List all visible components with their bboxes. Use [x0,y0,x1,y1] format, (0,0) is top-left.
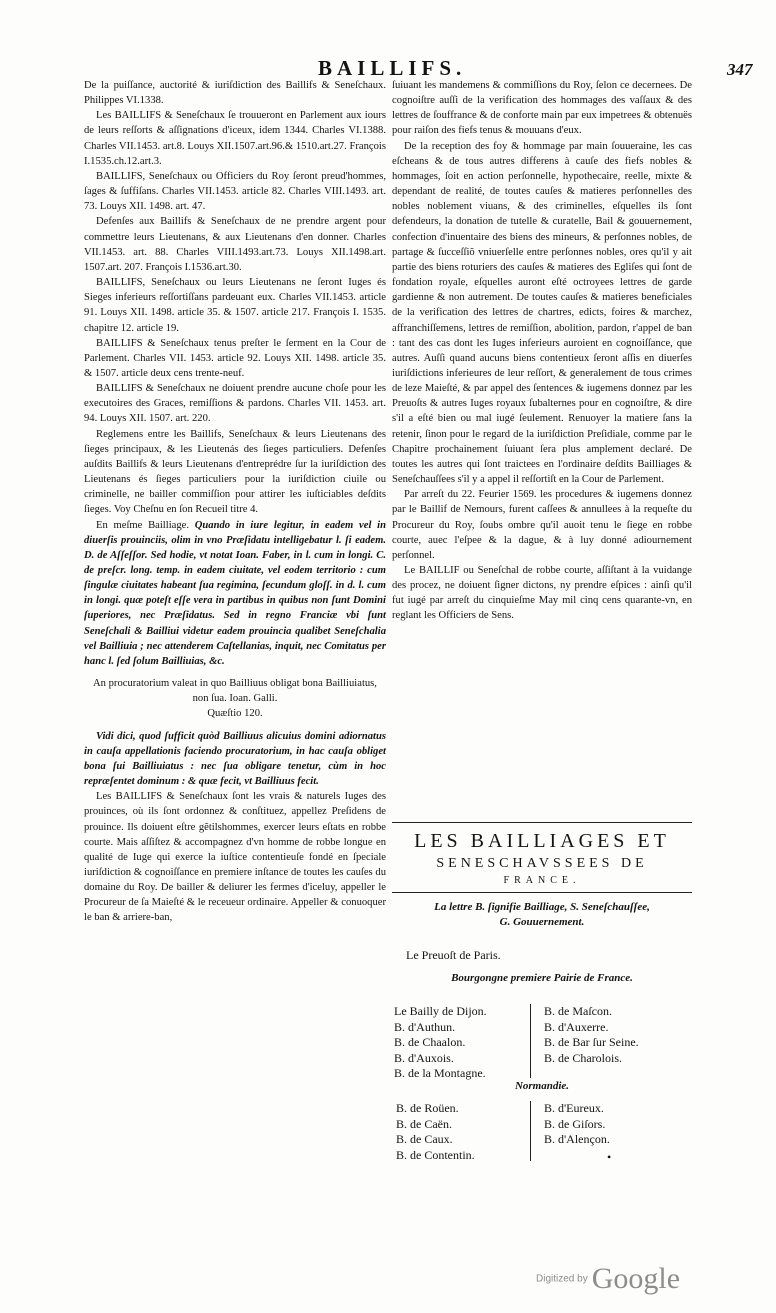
list-item: B. de Maſcon. [544,1004,612,1018]
brace-divider [530,1101,531,1161]
normandie-left-list [396,1101,475,1163]
paragraph: BAILLIFS & Seneſchaux tenus preſter le ſerment en la Cour de Parlement. Charles VII. 1453. article 92. Louys XII. 1498. article 35. & 1507. article deux cens trente-neuf. [84,337,386,379]
section-title-line3: FRANCE. [503,875,581,886]
section-title-line2: SENESCHAVSSEES DE [436,856,648,871]
running-title: BAILLIFS. [318,56,467,80]
list-item: B. de Roüen. [396,1101,459,1115]
paragraph: BAILLIFS, Seneſchaux ou leurs Lieutenans ne ſeront Iuges és Sieges inferieurs reſſortiſſans pardeuant eux. Charles VII.1453. article 91. Louys XII. 1498. article 35. & 1507. article 217. François I. 1535. chapitre 12. article 19. [84,277,386,334]
list-item: B. d'Auxois. [394,1050,454,1065]
paragraph: ſuiuant les mandemens & commiſſions du Roy, ſelon ce decernees. De cognoiſtre auſſi de la verification des hommages des vaſſaux & des lettres de ſouffrance & de conforte main par eux impetrees & obtenuës pour raiſon des fiefs tenus & mouuans d'eux. [392,80,692,137]
right-column [392,78,692,624]
list-item: B. de Bar ſur Seine. [544,1035,639,1050]
abbreviation-legend [392,900,692,930]
list-item: B. de Caën. [396,1116,452,1131]
paragraph: Les BAILLIFS & Seneſchaux ſe trouueront en Parlement aux iours de leurs reſſorts & aſſignations d'iceux, idem 1344. Charles VI.1388. Charles VII.1453. art.8. Louys XII.1507.art.96.& 1510.art.27. François I.1535.ch.12.art.3. [84,110,386,167]
paragraph: BAILLIFS & Seneſchaux ne doiuent prendre aucune choſe pour les executoires des Graces, remiſſions & pardons. Charles VII. 1453. art. 94. Louys XII. 1507. art. 220. [84,383,386,425]
paragraph: BAILLIFS, Seneſchaux ou Officiers du Roy ſeront preud'hommes, ſages & ſuffiſans. Charles VII.1453. article 82. Charles VIII.1493. art. 73. Louys XII. 1498. art. 47. [84,170,386,213]
section-title-line1: LES BAILLIAGES ET [414,830,670,852]
legend-line: G. Gouuernement. [499,916,585,928]
bourgongne-heading: Bourgongne premiere Pairie de France. [451,972,633,984]
list-item: B. de Contentin. [396,1147,475,1162]
list-item: B. d'Authun. [394,1019,456,1034]
latin-passage [84,518,386,670]
question-number: Quæſtio 120. [207,708,263,720]
latin-text: Quando in iure legitur, in eadem vel in diuerſis prouinciis, olim in vno Præſidatu intelligebatur l. ſi eadem. D. de Aſſeſſor. Sed hodie, vt notat Ioan. Faber, in l. cum in longi. C. de preſcr. long. temp. in eadem ciuitate, vel eodem territorio : cum ſingulæ ciuitates habeant ſua regimina, ſecundum gloſſ. in d. l. cum in longi. quæ poteſt eſſe vera in partibus in quibus non ſunt Domini ſuperiores, nec Præſidatus. Sed in regno Franciæ vbi ſunt Seneſchali & Bailliui videtur eadem prouincia qualibet Seneſchalia vel Bailliuia ; nec attenderem Caſtellanias, inquit, nec Comitatus per hanc l. ſed ſolum Bailliuias, &c. [84,519,386,667]
bourgongne-right-list [544,1004,639,1066]
bullet-mark: • [607,1150,612,1164]
list-item: B. de Giſors. [544,1116,606,1131]
paragraph: Par arreſt du 22. Feurier 1569. les procedures & iugemens donnez par le Baillif de Nemours, furent caſſees & annullees à la requeſte du Procureur du Roy, ſoubs ombre qu'il auoit tenu le ſiege en robbe courte, auec l'eſpee & la dague, & à luy donné adiournement perſonnel. [392,489,692,561]
list-item: B. de Chaalon. [394,1035,466,1050]
normandie-heading: Normandie. [514,1080,570,1092]
question-heading: An procuratorium valeat in quo Bailliuus obligat bona Bailliuiatus, non ſua. Ioan. Galli. [93,678,377,705]
page-number: 347 [727,60,753,79]
section-rule-top [392,822,692,823]
list-item: B. d'Alençon. [544,1132,610,1147]
list-item: B. de la Montagne. [394,1066,486,1081]
legend-line: La lettre B. ſignifie Bailliage, S. Seneſchauſſee, [434,901,650,913]
left-column [84,78,386,926]
bourgongne-left-list [394,1004,487,1082]
list-item: Le Bailly de Dijon. [394,1004,487,1018]
latin-intro: En meſme Bailliage. [96,519,189,531]
paragraph: Les BAILLIFS & Seneſchaux ſont les vrais & naturels Iuges des prouinces, où ils ſont ordonnez & conſtituez, appellez Preſidens de prouince. Ils doiuent eſtre gẽtilshommes, exercer leurs eſtats en robbe courte. Mais aſſiſtez & accompagnez d'vn homme de robbe longue en qualité de Iuge qui exerce la iuſtice contentieuſe fondé en ſpeciale iuriſdiction & cognoiſſance en premiere inſtance de toutes les cauſes du domaine du Roy. De bailler & deliurer les fermes d'iceluy, appeller le Procureur de ſa Maieſté & le receueur ordinaire. Appeller & conuoquer le ban & arriere-ban, [84,791,386,924]
normandie-right-list [544,1101,610,1148]
list-item: B. de Charolois. [544,1050,622,1065]
paragraph: Defenſes aux Baillifs & Seneſchaux de ne prendre argent pour commettre leurs Lieutenans, & aux Lieutenans d'en donner. Charles VII.1453. art. 88. Charles VIII.1493.art.73. Louys XII.1498.art. 1507.art. 207. François I.1536.art.30. [84,216,386,273]
watermark-prefix: Digitized by [536,1273,588,1285]
paragraph: Le BAILLIF ou Seneſchal de robbe courte, aſſiſtant à la vuidange des procez, ne doiuent ſigner dictons, ny prendre eſpices : ainſi qu'il fut iugé par arreſt du cinquieſme May mil cinq cens quarante-vn, en reglant les Officiers de Sens. [392,565,692,622]
list-item: B. d'Eureux. [544,1101,604,1115]
paragraph: De la puiſſance, auctorité & iuriſdiction des Baillifs & Seneſchaux. Philippes VI.1338. [84,80,386,107]
google-logo: Google [591,1262,681,1295]
list-item: B. de Caux. [396,1132,453,1147]
question-text: Vidi dici, quod ſufficit quòd Bailliuus alicuius domini adiornatus in cauſa appellationis faciendo procuratorium, in hac cauſa obliget bona ſui Bailliuiatus : nec ſua obligare tenetur, cùm in hoc repræſentet dominum : & quæ fecit, vt Bailliuus fecit. [84,730,386,788]
section-rule-bottom [392,892,692,893]
paragraph: De la reception des foy & hommage par main ſouueraine, les cas eſcheans & de tous autres differens à cauſe des fiefs nobles & hommages, ſoit en action perſonnelle, hypothecaire, reelle, mixte & dependant de realité, de toutes cauſes & matieres perſonnelles des nobles noblement viuans, & des criminelles, eſquelles ils ſont defendeurs, la donation de tutelle & curatelle, Bail & gouuernement, confection d'inuentaire des biens des mineurs, & perſonnes nobles, de partage & ſucceſſiõ vniuerſelle entre perſonnes nobles, ores qu'il y ait partie des biens roturiers des cauſes & matieres des Egliſes qui ſont de fondation royale, eſquelles auront eſté octroyees lettres de garde gardienne & non autrement. De toutes cauſes & matieres beneficiales de la verification des lettres de chartres, edicts, foires & marchez, affranchiſſemens, lettres de remiſſion, abolition, pardon, r'appel de ban : tant des cas dont les Iuges inferieurs auroient en cognoiſſance, que autres. Auſſi quand aucuns biens contentieux ſeront aſſis en diuerſes iuriſdictions inferieures de leur reſſort, & generalement de tous crimes de leze Maieſté, & par appel des ſentences & iugemens donnez par les Preuoſts & autres Iuges royaux ſubalternes pour en cognoiſtre, & dire s'il a eſté bien ou mal iugé ſeulement. Renuoyer la matiere ſans la retenir, ſinon pour le regard de la iuriſdiction Preſidiale, comme par le Chapitre prochainement ſuiuant ſera plus amplement declaré. De toutes les autres qui ſont traictees en l'ordinaire deſdits Bailliages & Seneſchauſſees s'il y a appel il reſſortiſt en la Cour de Parlement. [392,140,692,486]
prevost-entry: Le Preuoſt de Paris. [406,948,501,962]
digitized-by-google-watermark [536,1262,680,1296]
brace-divider [530,1004,531,1078]
list-item: B. d'Auxerre. [544,1019,609,1034]
paragraph: Reglemens entre les Baillifs, Seneſchaux & leurs Lieutenans des ſieges principaux, & les Lieutenás des ſieges particuliers. Defenſes auſdits Baillifs & leurs Lieutenans d'entreprédre ſur la iuriſdiction des Lieutenans és ſieges particuliers pour la iuriſdiction ciuile ou criminelle, ne bailler commiſſion pour attirer les iuſticiables deſdits ſieges. Voy Cheſnu en ſon Recueil titre 4. [84,428,386,516]
